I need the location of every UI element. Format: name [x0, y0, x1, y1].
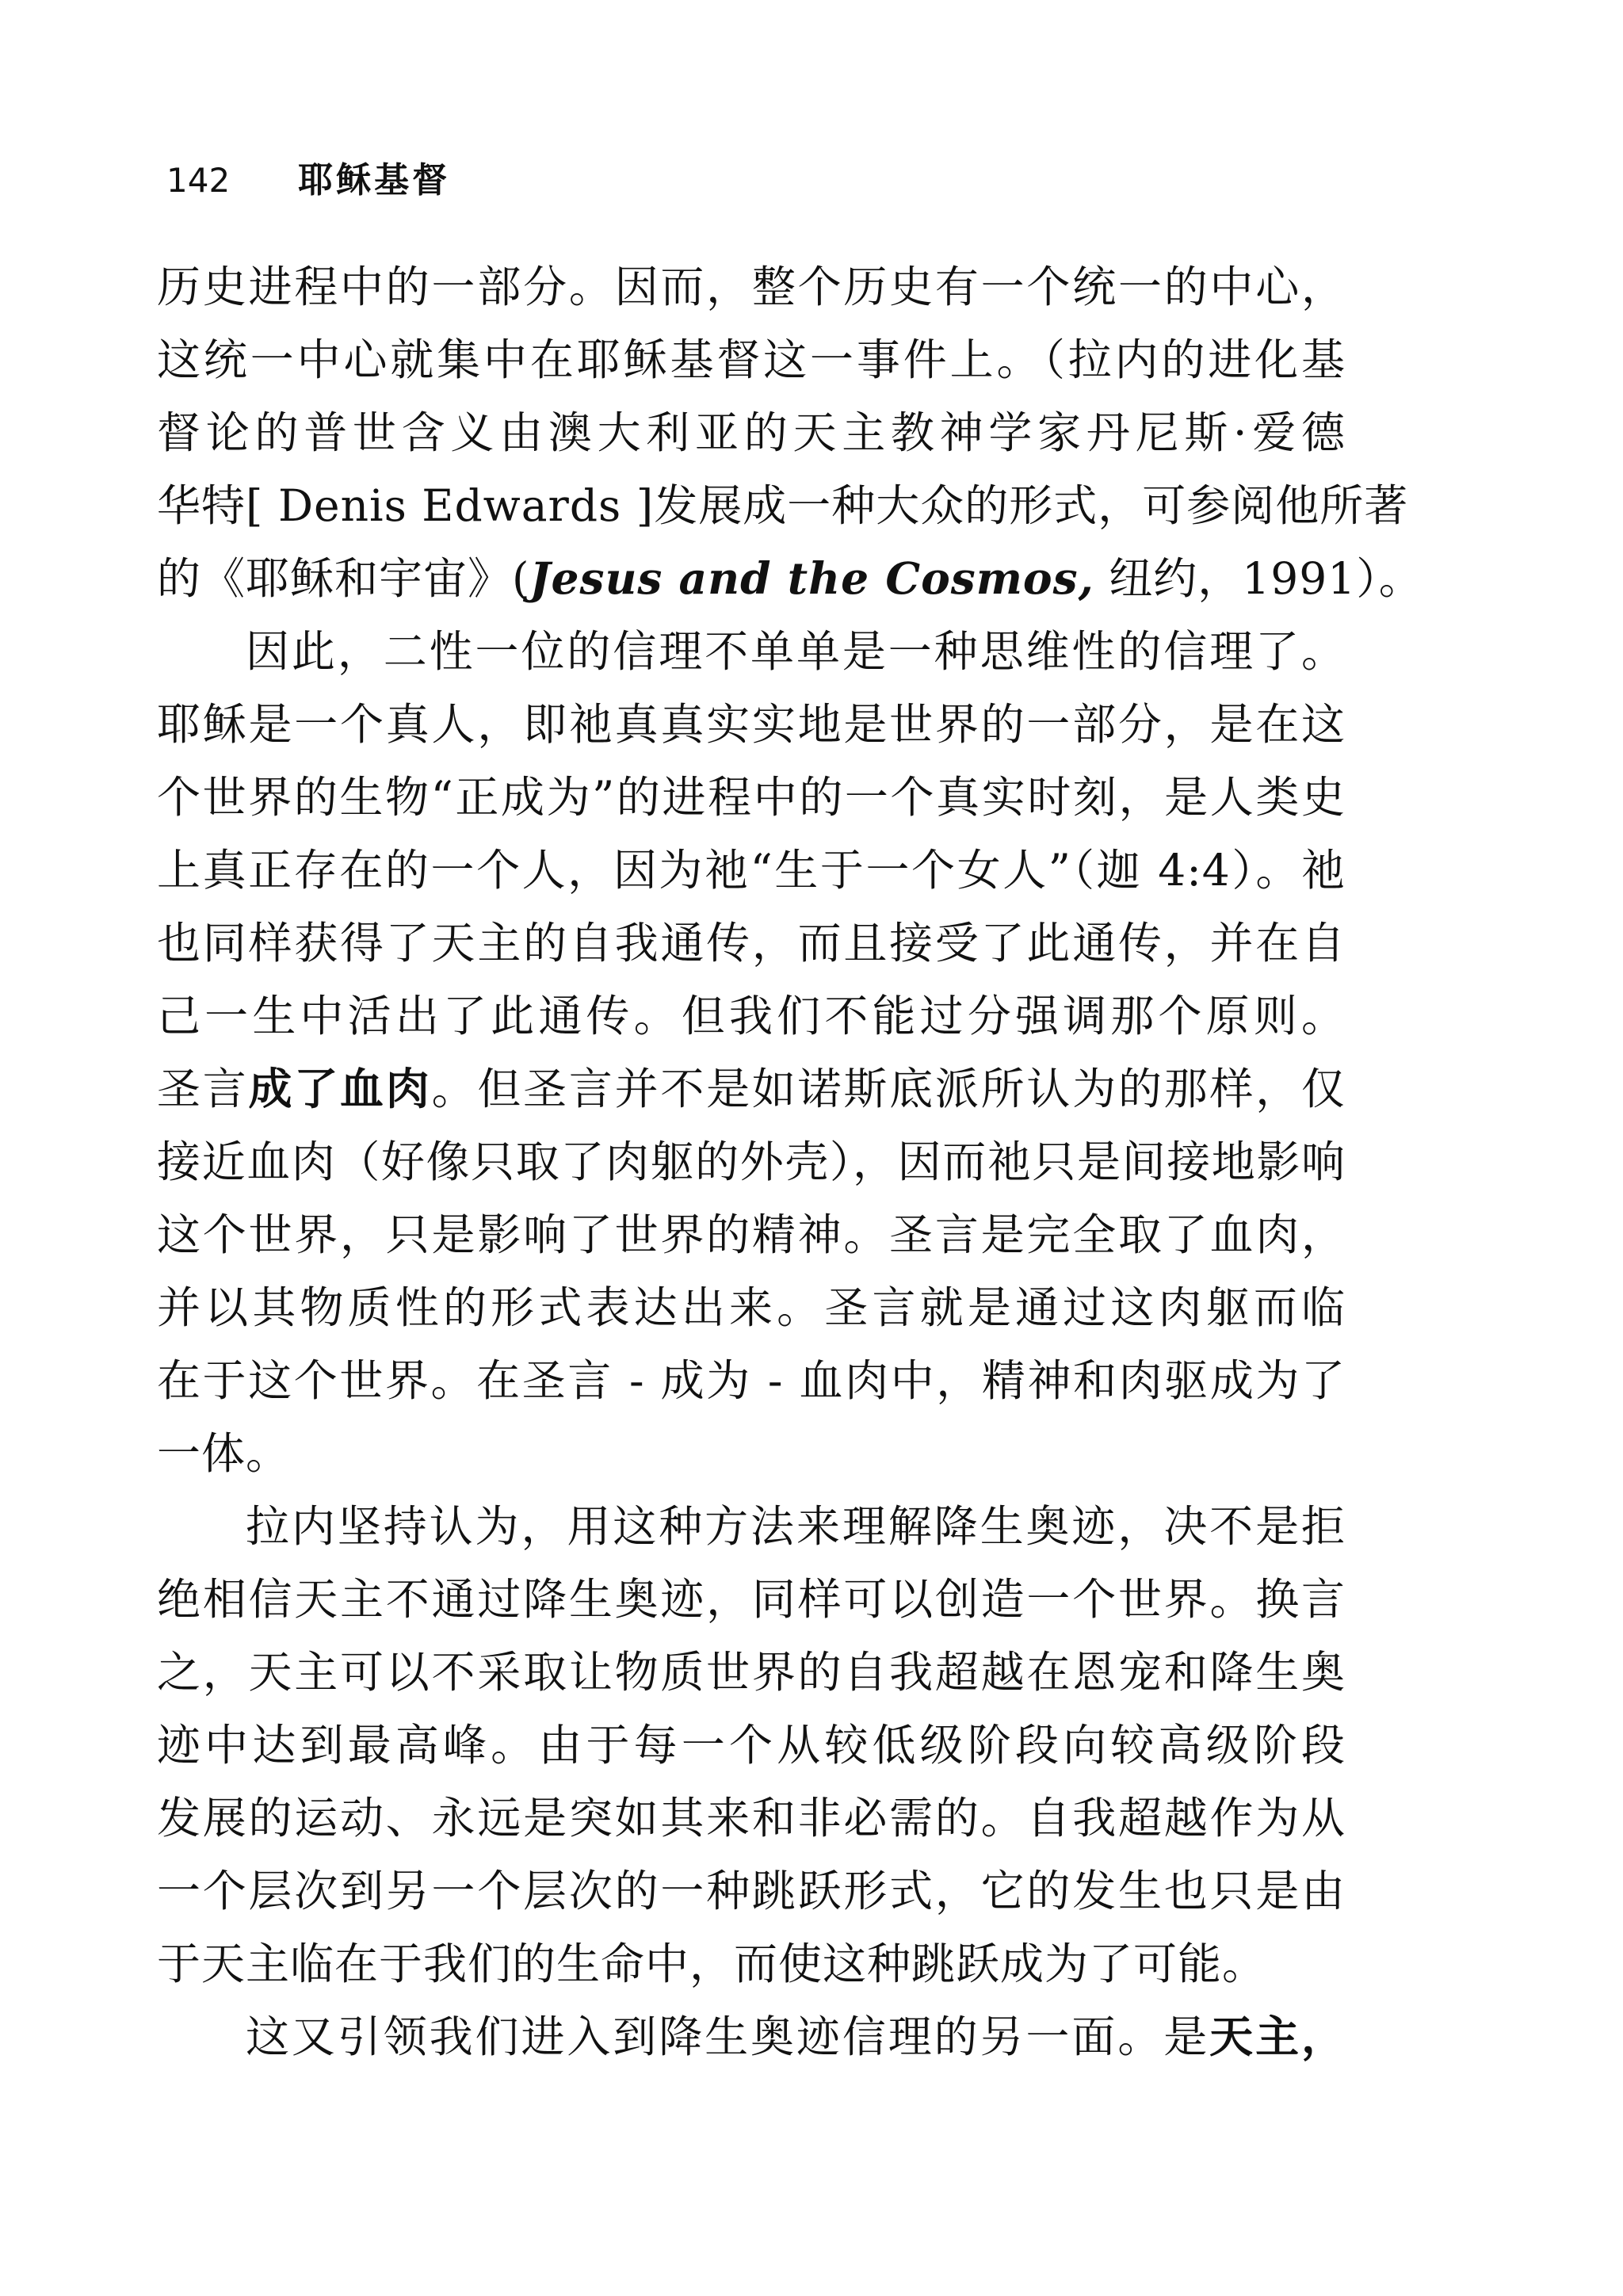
- bold-emphasis: 天主，: [1209, 2011, 1346, 2062]
- text-line: 耶稣是一个真人，即祂真真实实地是世界的一部分，是在这: [157, 699, 1346, 750]
- text-line: 一个层次到另一个层次的一种跳跃形式，它的发生也只是由: [157, 1866, 1346, 1916]
- book-title: 耶稣基督: [298, 160, 451, 201]
- text-line: 这统一中心就集中在耶稣基督这一事件上。（拉内的进化基: [157, 334, 1346, 385]
- text-line: 拉内坚持认为，用这种方法来理解降生奥迹，决不是拒: [246, 1501, 1346, 1552]
- text-segment: 圣言: [157, 1064, 249, 1114]
- running-head: [166, 157, 450, 204]
- text-line: 在于这个世界。在圣言 - 成为 - 血肉中，精神和肉驱成为了: [157, 1355, 1346, 1406]
- text-line: [157, 1052, 1346, 1125]
- text-segment: 这又引领我们进入到降生奥迹信理的另一面。是: [246, 2011, 1210, 2062]
- italic-book-title: Jesus and the Cosmos,: [529, 552, 1094, 604]
- text-line: 之，天主可以不采取让物质世界的自我超越在恩宠和降生奥: [157, 1647, 1346, 1698]
- text-segment: 。但圣言并不是如诺斯底派所认为的那样，仅: [431, 1064, 1346, 1114]
- text-line: 这个世界，只是影响了世界的精神。圣言是完全取了血肉，: [157, 1209, 1346, 1260]
- text-line: 历史进程中的一部分。因而，整个历史有一个统一的中心，: [157, 262, 1346, 312]
- text-line: 于天主临在于我们的生命中，而使这种跳跃成为了可能。: [157, 1939, 1267, 1989]
- text-line: 绝相信天主不通过降生奥迹，同样可以创造一个世界。换言: [157, 1574, 1346, 1625]
- text-segment: 纽约，1991）。: [1094, 553, 1423, 604]
- page-number: 142: [166, 161, 231, 200]
- bold-emphasis: 成了血肉: [248, 1063, 432, 1114]
- text-line: [157, 542, 1423, 615]
- text-line: 己一生中活出了此通传。但我们不能过分强调那个原则。: [157, 991, 1346, 1041]
- text-line: 一体。: [157, 1428, 291, 1479]
- text-line: 因此，二性一位的信理不单单是一种思维性的信理了。: [246, 626, 1346, 677]
- text-line: 督论的普世含义由澳大利亚的天主教神学家丹尼斯·爱德: [157, 407, 1346, 458]
- text-segment: 的《耶稣和宇宙》(: [157, 553, 530, 604]
- text-line: 接近血肉（好像只取了肉躯的外壳），因而祂只是间接地影响: [157, 1137, 1346, 1187]
- text-line: [157, 2000, 1346, 2073]
- text-line: 上真正存在的一个人，因为祂“生于一个女人”（迦 4:4）。祂: [157, 845, 1346, 896]
- text-line: 发展的运动、永远是突如其来和非必需的。自我超越作为从: [157, 1793, 1346, 1843]
- text-line: 并以其物质性的形式表达出来。圣言就是通过这肉躯而临: [157, 1282, 1346, 1333]
- body-text: [157, 250, 1423, 2073]
- text-line: 也同样获得了天主的自我通传，而且接受了此通传，并在自: [157, 918, 1346, 968]
- text-line: 迹中达到最高峰。由于每一个从较低级阶段向较高级阶段: [157, 1720, 1346, 1771]
- text-line: 华特[ Denis Edwards ]发展成一种大众的形式，可参阅他所著: [157, 480, 1409, 531]
- text-line: 个世界的生物“正成为”的进程中的一个真实时刻，是人类史: [157, 772, 1346, 823]
